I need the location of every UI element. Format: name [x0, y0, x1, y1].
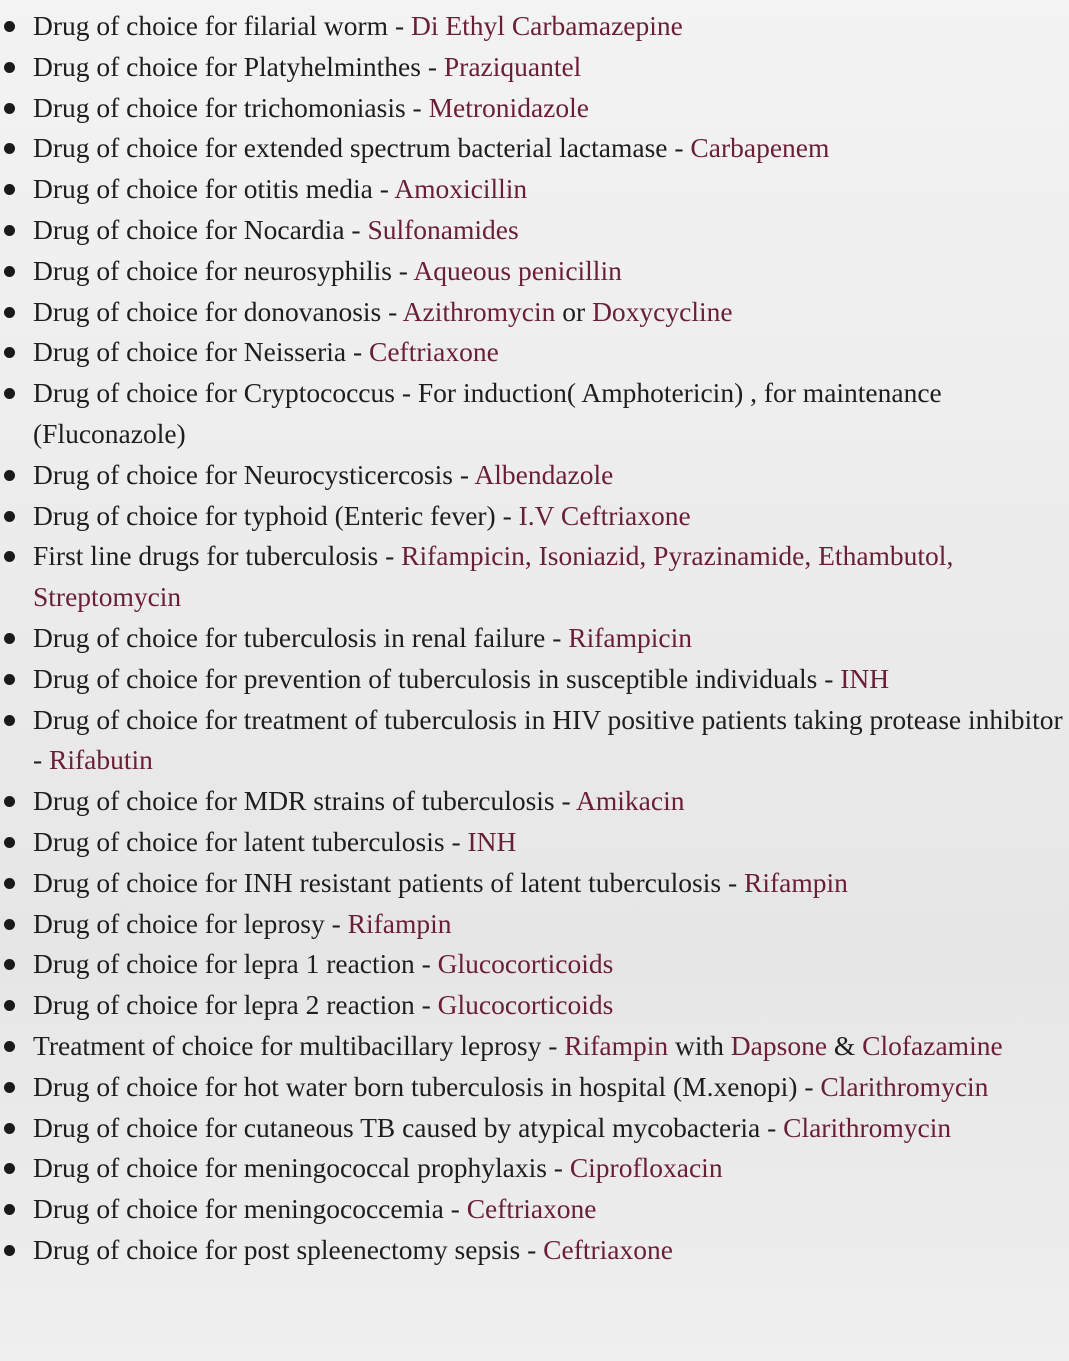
- bullet-icon: [4, 21, 15, 32]
- drug-name: INH: [467, 825, 517, 857]
- list-item: [0, 6, 1069, 47]
- bullet-icon: [4, 347, 15, 358]
- drug-name: Amikacin: [576, 785, 685, 817]
- list-item: [0, 618, 1069, 659]
- bullet-icon: [4, 266, 15, 277]
- bullet-icon: [4, 715, 15, 726]
- bullet-icon: [4, 511, 15, 522]
- drug-name: Rifampicin, Isoniazid, Pyrazinamide, Ethambutol, Streptomycin: [33, 540, 954, 613]
- drug-name: Doxycycline: [592, 295, 733, 327]
- item-text: Drug of choice for filarial worm -: [33, 10, 411, 41]
- item-text: Drug of choice for typhoid (Enteric fever) -: [33, 499, 519, 531]
- item-text: Drug of choice for Cryptococcus - For induction( Amphotericin) , for maintenance (Fluconazole): [33, 377, 942, 449]
- list-item: [0, 88, 1069, 129]
- drug-list: [0, 6, 1069, 1271]
- drug-name: Rifabutin: [49, 744, 153, 776]
- bullet-icon: [4, 551, 15, 562]
- drug-name: Ceftriaxone: [466, 1193, 597, 1225]
- drug-name: Aqueous penicillin: [413, 254, 622, 286]
- list-item: [0, 659, 1069, 700]
- bullet-icon: [4, 878, 15, 889]
- list-item: [0, 1108, 1069, 1149]
- item-text: Drug of choice for Neisseria -: [33, 336, 369, 368]
- item-text: Treatment of choice for multibacillary leprosy -: [33, 1029, 565, 1061]
- list-item: [0, 1067, 1069, 1108]
- bullet-icon: [4, 1245, 15, 1256]
- drug-name: Di Ethyl Carbamazepine: [410, 10, 683, 41]
- bullet-icon: [4, 1082, 15, 1093]
- item-text: Drug of choice for extended spectrum bacterial lactamase -: [33, 132, 691, 164]
- item-text: Drug of choice for INH resistant patients of latent tuberculosis -: [33, 866, 744, 898]
- item-text: Drug of choice for trichomoniasis -: [33, 91, 429, 123]
- list-item: [0, 985, 1069, 1026]
- item-text: or: [555, 295, 593, 327]
- item-text: Drug of choice for treatment of tuberculosis in HIV positive patients taking protease inhibitor -: [33, 703, 1063, 776]
- list-item: [0, 169, 1069, 210]
- item-text: First line drugs for tuberculosis -: [33, 540, 402, 572]
- bullet-icon: [4, 388, 15, 399]
- item-text: Drug of choice for MDR strains of tuberculosis -: [33, 785, 577, 817]
- item-text: Drug of choice for post spleenectomy sepsis -: [33, 1233, 544, 1265]
- drug-name: Glucocorticoids: [437, 989, 614, 1021]
- list-item: [0, 373, 1069, 455]
- bullet-icon: [4, 919, 15, 930]
- drug-name: Ceftriaxone: [543, 1233, 673, 1265]
- item-text: Drug of choice for meningococcal prophylaxis -: [33, 1152, 570, 1184]
- bullet-icon: [4, 1123, 15, 1134]
- list-item: [0, 332, 1069, 373]
- bullet-icon: [4, 1163, 15, 1174]
- list-item: [0, 1230, 1069, 1271]
- item-text: Drug of choice for cutaneous TB caused by atypical mycobacteria -: [33, 1111, 784, 1143]
- drug-name: INH: [840, 662, 890, 694]
- list-item: [0, 781, 1069, 822]
- drug-name: Rifampin: [564, 1029, 669, 1061]
- drug-name: Rifampicin: [568, 621, 693, 653]
- item-text: Drug of choice for tuberculosis in renal failure -: [33, 621, 569, 653]
- item-text: &: [827, 1029, 863, 1061]
- bullet-icon: [4, 796, 15, 807]
- drug-name: Rifampin: [347, 907, 452, 939]
- item-text: Drug of choice for meningococcemia -: [33, 1193, 467, 1225]
- drug-name: Carbapenem: [690, 132, 830, 164]
- drug-name: Metronidazole: [428, 91, 589, 123]
- list-item: [0, 210, 1069, 251]
- list-item: [0, 822, 1069, 863]
- bullet-icon: [4, 1204, 15, 1215]
- list-item: [0, 1148, 1069, 1189]
- list-item: [0, 700, 1069, 782]
- bullet-icon: [4, 633, 15, 644]
- bullet-icon: [4, 62, 15, 73]
- drug-name: Ceftriaxone: [368, 336, 499, 368]
- drug-name: Clarithromycin: [820, 1070, 989, 1102]
- list-item: [0, 1026, 1069, 1067]
- bullet-icon: [4, 184, 15, 195]
- list-item: [0, 863, 1069, 904]
- list-item: [0, 47, 1069, 88]
- item-text: Drug of choice for hot water born tuberculosis in hospital (M.xenopi) -: [33, 1070, 821, 1102]
- bullet-icon: [4, 959, 15, 970]
- drug-name: Glucocorticoids: [437, 948, 614, 980]
- list-item: [0, 1189, 1069, 1230]
- item-text: Drug of choice for donovanosis -: [33, 295, 403, 327]
- list-item: [0, 904, 1069, 945]
- drug-name: Clarithromycin: [783, 1111, 952, 1143]
- list-item: [0, 128, 1069, 169]
- drug-name: Clofazamine: [862, 1029, 1003, 1061]
- drug-name: Sulfonamides: [367, 213, 519, 245]
- list-item: [0, 536, 1069, 618]
- item-text: Drug of choice for neurosyphilis -: [33, 254, 414, 286]
- item-text: Drug of choice for prevention of tuberculosis in susceptible individuals -: [33, 662, 841, 694]
- bullet-icon: [4, 1000, 15, 1011]
- item-text: Drug of choice for lepra 1 reaction -: [33, 948, 438, 980]
- list-item: [0, 496, 1069, 537]
- item-text: Drug of choice for otitis media -: [33, 173, 395, 205]
- drug-name: Ciprofloxacin: [569, 1152, 723, 1184]
- drug-name: Dapsone: [730, 1029, 828, 1061]
- bullet-icon: [4, 225, 15, 236]
- item-text: Drug of choice for Platyhelminthes -: [33, 50, 444, 82]
- bullet-icon: [4, 1041, 15, 1052]
- bullet-icon: [4, 143, 15, 154]
- list-item: [0, 455, 1069, 496]
- drug-name: Rifampin: [743, 866, 848, 898]
- bullet-icon: [4, 674, 15, 685]
- item-text: Drug of choice for leprosy -: [33, 907, 348, 939]
- drug-name: Azithromycin: [402, 295, 556, 327]
- item-text: Drug of choice for lepra 2 reaction -: [33, 989, 438, 1021]
- bullet-icon: [4, 470, 15, 481]
- bullet-icon: [4, 307, 15, 318]
- item-text: with: [668, 1029, 731, 1061]
- list-item: [0, 251, 1069, 292]
- drug-name: Praziquantel: [443, 50, 582, 82]
- drug-name: Amoxicillin: [394, 173, 528, 205]
- bullet-icon: [4, 837, 15, 848]
- item-text: Drug of choice for Neurocysticercosis -: [33, 458, 475, 490]
- item-text: Drug of choice for Nocardia -: [33, 213, 368, 245]
- list-item: [0, 292, 1069, 333]
- drug-name: I.V Ceftriaxone: [518, 499, 691, 531]
- list-item: [0, 944, 1069, 985]
- bullet-icon: [4, 103, 15, 114]
- drug-name: Albendazole: [474, 458, 614, 490]
- item-text: Drug of choice for latent tuberculosis -: [33, 825, 468, 857]
